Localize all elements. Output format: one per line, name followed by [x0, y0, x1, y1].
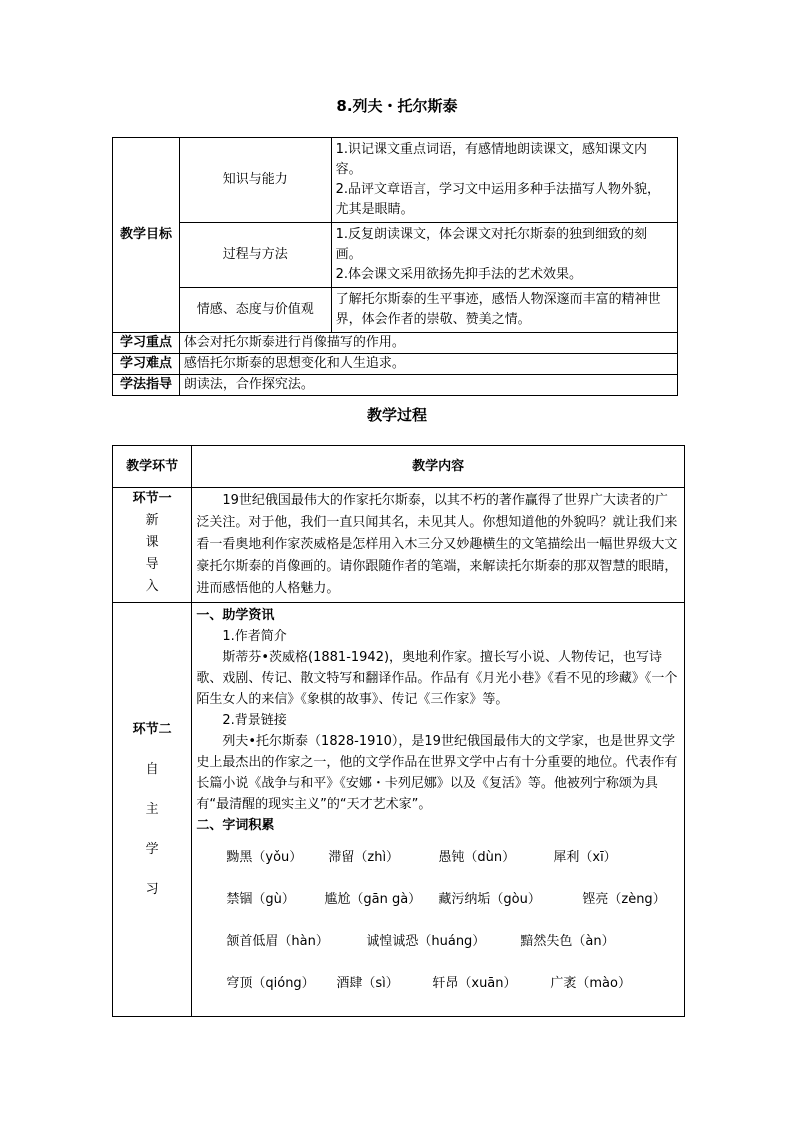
vocab-item: 禁锢（gù）: [226, 891, 295, 907]
stage-label-line: 习: [145, 881, 159, 897]
objective-content: [331, 138, 677, 223]
objectives-table: [112, 137, 678, 396]
author-paragraph: 斯蒂芬•茨威格(1881-1942)，奥地利作家。擅长写小说、人物传记，也写诗歌、戏剧、传记、散文特写和翻译作品。作品有《月光小巷》《看不见的珍藏》《一个陌生女人的来信》《象棋的故事》、传记《三作家》等。: [196, 650, 678, 707]
stage1-content: [192, 488, 685, 603]
stage-label-line: 学: [145, 841, 159, 857]
vocab-row: [226, 878, 680, 920]
vocab-item: 滞留（zhì）: [328, 849, 400, 865]
stage-label-line: 入: [145, 579, 159, 594]
objective-content: [331, 223, 677, 288]
subheading: 1.作者简介: [222, 629, 287, 644]
stage-label-line: 新: [145, 513, 159, 528]
subheading: 2.背景链接: [222, 713, 287, 728]
vocab-item: 愚钝（dùn）: [438, 849, 516, 865]
vocab-item: 犀利（xī）: [553, 849, 617, 865]
page-title: 8.列夫・托尔斯泰: [336, 97, 458, 115]
vocab-item: 穹顶（qióng）: [226, 975, 315, 991]
intro-paragraph: 19世纪俄国最伟大的作家托尔斯泰，以其不朽的著作赢得了世界广大读者的广泛关注。对于他，我们一直只闻其名，未见其人。你想知道他的外貌吗？就让我们来看一看奥地利作家茨威格是怎样用入木三分又妙趣横生的文笔描绘出一幅世界级大文豪托尔斯泰的肖像画的。请你跟随作者的笔端，来解读托尔斯泰的那双智慧的眼睛，进而感悟他的人格魅力。: [196, 493, 678, 596]
process-table: [112, 445, 685, 1017]
vocab-item: 尴尬（gān gà）: [324, 891, 422, 907]
objective-content: 了解托尔斯泰的生平事迹，感悟人物深邃而丰富的精神世界，体会作者的崇敬、赞美之情。: [331, 288, 677, 333]
vocab-item: 黝黑（yǒu）: [226, 849, 303, 865]
difficulty-label: 学习难点: [113, 354, 180, 375]
stage1-label: [113, 488, 192, 603]
section-heading: 一、助学资讯: [196, 608, 275, 623]
objective-line: 2.体会课文采用欲扬先抑手法的艺术效果。: [335, 267, 583, 282]
vocab-row: [226, 836, 680, 878]
col-header-stage: 教学环节: [113, 446, 192, 488]
vocab-item: 颔首低眉（hàn）: [226, 933, 329, 949]
stage2-label: [113, 603, 192, 1017]
background-paragraph: 列夫•托尔斯泰（1828-1910），是19世纪俄国最伟大的文学家，也是世界文学史上最杰出的作家之一，他的文学作品在世界文学中占有十分重要的地位。代表作有长篇小说《战争与和平》《安娜・卡列尼娜》以及《复活》等。他被列宁称颂为具有“最清醒的现实主义”的“天才艺术家”。: [196, 734, 678, 812]
stage-label-line: 课: [145, 535, 159, 550]
vocab-list: [196, 836, 680, 1004]
stage2-content: [192, 603, 685, 1017]
method-text: 朗读法，合作探究法。: [179, 375, 677, 396]
objective-line: 2.品评文章语言，学习文中运用多种手法描写人物外貌，尤其是眼睛。: [335, 182, 661, 217]
stage-label-line: 主: [145, 801, 159, 817]
vocab-item: 轩昂（xuān）: [432, 975, 517, 991]
objectives-label: 教学目标: [113, 138, 180, 333]
stage-label-line: 环节一: [132, 491, 172, 506]
focus-text: 体会对托尔斯泰进行肖像描写的作用。: [179, 333, 677, 354]
vocab-item: 藏污纳垢（gòu）: [438, 891, 541, 907]
focus-label: 学习重点: [113, 333, 180, 354]
vocab-item: 诚惶诚恐（huáng）: [366, 933, 486, 949]
vocab-item: 酒肆（sì）: [336, 975, 399, 991]
objective-name: 情感、态度与价值观: [179, 288, 331, 333]
vocab-item: 黯然失色（àn）: [520, 933, 615, 949]
objective-line: 1.反复朗读课文，体会课文对托尔斯泰的独到细致的刻画。: [335, 227, 648, 262]
difficulty-text: 感悟托尔斯泰的思想变化和人生追求。: [179, 354, 677, 375]
section-heading: 二、字词积累: [196, 818, 275, 833]
stage-label-line: 导: [145, 557, 159, 572]
vocab-row: [226, 962, 680, 1004]
stage-label-line: 环节二: [132, 721, 172, 737]
objective-name: 过程与方法: [179, 223, 331, 288]
col-header-content: 教学内容: [192, 446, 685, 488]
vocab-row: [226, 920, 680, 962]
vocab-item: 铿亮（zèng）: [582, 891, 666, 907]
objective-name: 知识与能力: [179, 138, 331, 223]
objective-line: 1.识记课文重点词语，有感情地朗读课文，感知课文内容。: [335, 142, 648, 177]
process-title: 教学过程: [366, 406, 427, 424]
vocab-item: 广袤（mào）: [550, 975, 631, 991]
method-label: 学法指导: [113, 375, 180, 396]
stage-label-line: 自: [145, 761, 159, 777]
